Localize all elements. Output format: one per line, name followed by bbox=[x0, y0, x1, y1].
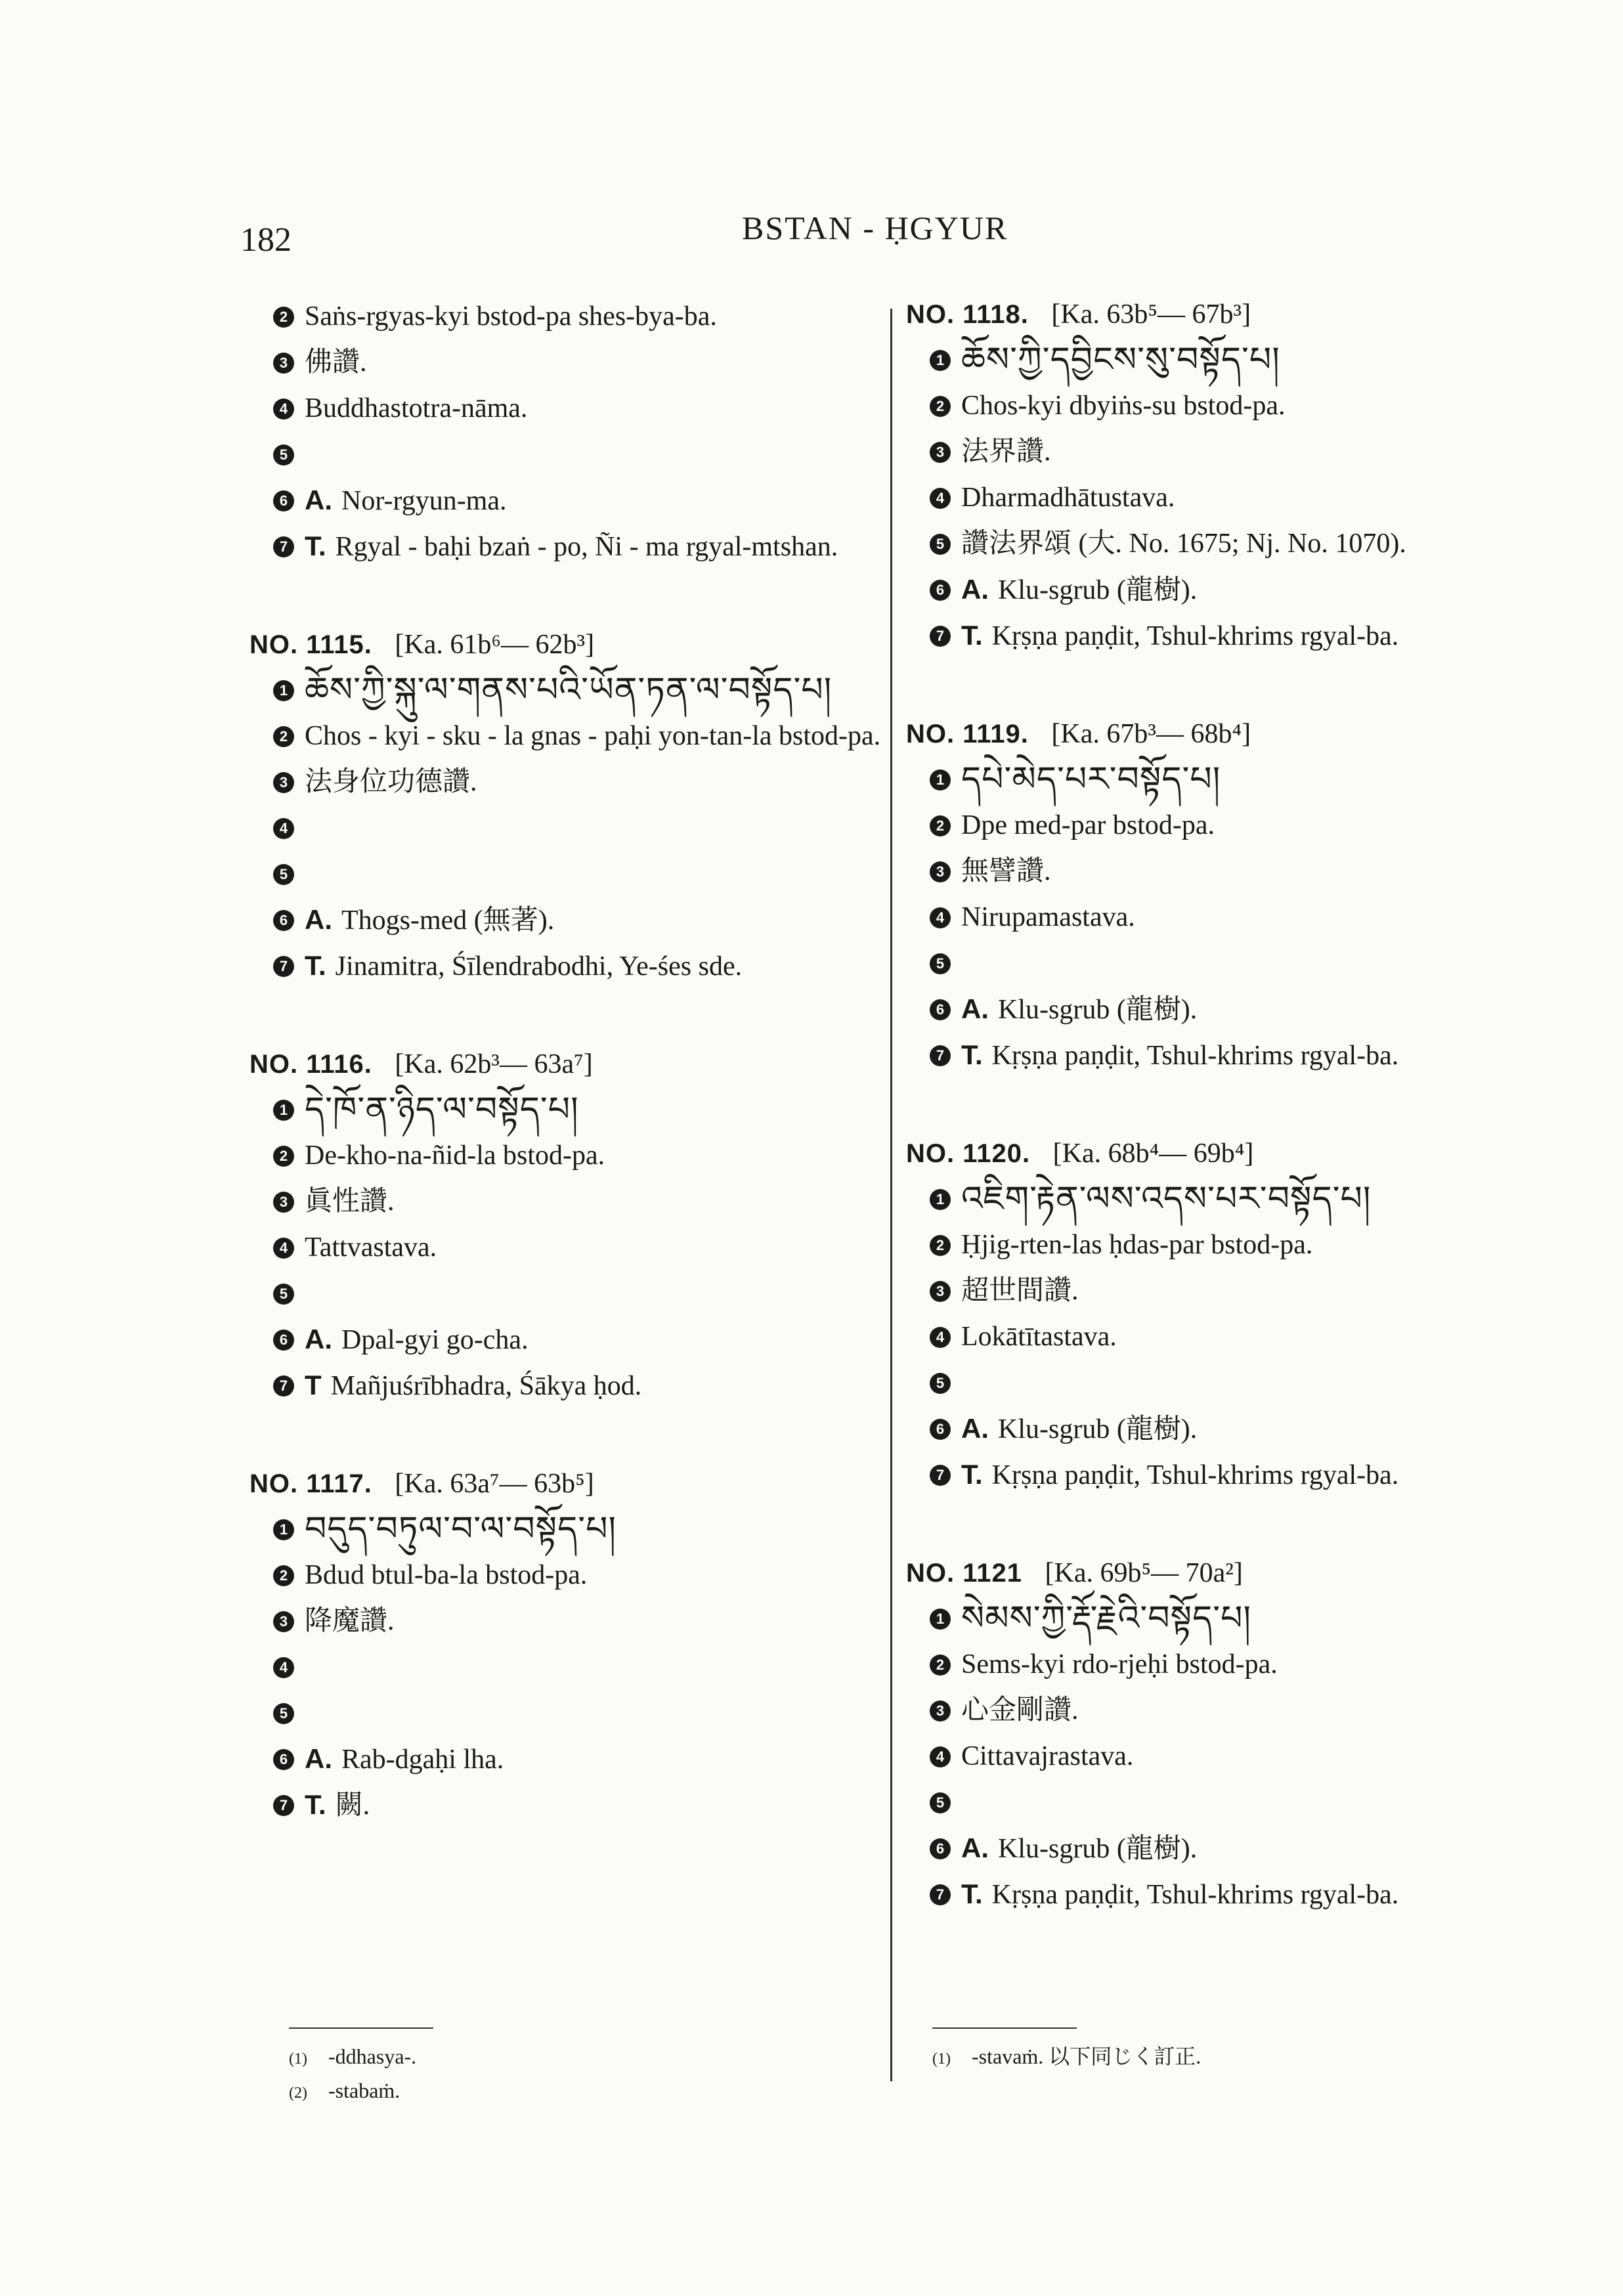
field-number-marker: 4 bbox=[273, 399, 294, 420]
field-1 bbox=[906, 342, 1563, 380]
field-4 bbox=[249, 391, 893, 429]
field-5 bbox=[906, 526, 1563, 564]
field-text: Mañjuśrībhadra, Śākya ḥod. bbox=[330, 1371, 642, 1401]
field-text: Sems-kyi rdo-rjeḥi bstod-pa. bbox=[961, 1649, 1278, 1679]
entry-1116 bbox=[249, 1049, 893, 1406]
tibetan-title: བདུད་བཏུལ་བ་ལ་བསྟོད་པ། bbox=[305, 1509, 617, 1549]
folio-reference: [Ka. 61b⁶— 62b³] bbox=[395, 630, 595, 660]
field-7 bbox=[249, 1787, 893, 1825]
field-number-marker: 3 bbox=[273, 1611, 294, 1632]
field-role-label: A. bbox=[961, 574, 989, 605]
field-number-marker: 6 bbox=[930, 999, 951, 1020]
field-5 bbox=[249, 1276, 893, 1314]
entry-heading bbox=[249, 1468, 893, 1500]
field-text: 法身位功德讚. bbox=[305, 767, 477, 797]
field-role-label: T. bbox=[961, 1039, 983, 1070]
footnote-rule bbox=[289, 2027, 433, 2029]
field-6 bbox=[906, 1830, 1563, 1869]
field-text: Klu-sgrub (龍樹). bbox=[998, 1414, 1198, 1444]
field-number-marker: 5 bbox=[930, 534, 951, 555]
field-text: Nor-rgyun-ma. bbox=[341, 486, 507, 516]
entry-fields bbox=[249, 672, 893, 986]
field-text: Dpe med-par bstod-pa. bbox=[961, 810, 1215, 840]
field-number-marker: 2 bbox=[273, 307, 294, 328]
field-number-marker: 5 bbox=[930, 1373, 951, 1394]
field-1 bbox=[906, 1181, 1563, 1219]
field-number-marker: 4 bbox=[930, 1746, 951, 1767]
entry-number: NO. 1119. bbox=[906, 720, 1029, 748]
field-text: Thogs-med (無著). bbox=[341, 905, 555, 936]
field-number-marker: 5 bbox=[273, 444, 294, 466]
field-6 bbox=[906, 572, 1563, 610]
field-number-marker: 1 bbox=[930, 1609, 951, 1630]
entry-fields bbox=[906, 762, 1563, 1075]
tibetan-title: འཇིག་རྟེན་ལས་འདས་པར་བསྟོད་པ། bbox=[961, 1179, 1372, 1219]
field-6 bbox=[249, 1322, 893, 1360]
field-number-marker: 6 bbox=[273, 910, 294, 931]
column-divider bbox=[890, 309, 892, 2081]
field-text: Lokātītastava. bbox=[961, 1322, 1117, 1352]
field-number-marker: 1 bbox=[930, 769, 951, 791]
page-header bbox=[0, 209, 1623, 261]
entry-number: NO. 1116. bbox=[249, 1050, 372, 1079]
entry-heading bbox=[249, 629, 893, 661]
entry-fields bbox=[249, 1092, 893, 1406]
footnote bbox=[289, 2075, 683, 2109]
entry-fields bbox=[906, 1181, 1563, 1495]
field-text: Klu-sgrub (龍樹). bbox=[998, 1834, 1198, 1864]
field-number-marker: 1 bbox=[273, 1519, 294, 1540]
field-4 bbox=[906, 480, 1563, 518]
field-number-marker: 4 bbox=[930, 1327, 951, 1348]
footnote-text: -stavaṁ. 以下同じく訂正. bbox=[972, 2045, 1201, 2068]
footnote-mark: (2) bbox=[289, 2085, 307, 2102]
footnote-list bbox=[289, 2041, 683, 2109]
field-text: Kṛṣṇa paṇḍit, Tshul-khrims rgyal-ba. bbox=[991, 1880, 1399, 1910]
field-number-marker: 2 bbox=[930, 815, 951, 836]
field-2 bbox=[249, 299, 893, 337]
field-text: Chos-kyi dbyiṅs-su bstod-pa. bbox=[961, 391, 1286, 421]
field-role-label: A. bbox=[961, 1832, 989, 1863]
field-number-marker: 1 bbox=[273, 680, 294, 701]
page-number: 182 bbox=[240, 221, 292, 259]
tibetan-title: ཆོས་ཀྱི་དབྱིངས་སུ་བསྟོད་པ། bbox=[961, 340, 1280, 379]
field-2 bbox=[906, 1227, 1563, 1265]
field-number-marker: 3 bbox=[930, 442, 951, 463]
field-6 bbox=[906, 1411, 1563, 1449]
field-role-label: A. bbox=[961, 993, 989, 1024]
footnotes-left bbox=[289, 2027, 683, 2109]
field-text: Kṛṣṇa paṇḍit, Tshul-khrims rgyal-ba. bbox=[991, 1460, 1399, 1490]
footnote-text: -stabaṁ. bbox=[328, 2079, 400, 2102]
field-text: Rab-dgaḥi lha. bbox=[341, 1744, 504, 1775]
entry-1115 bbox=[249, 629, 893, 986]
field-text: Saṅs-rgyas-kyi bstod-pa shes-bya-ba. bbox=[305, 301, 717, 332]
field-number-marker: 4 bbox=[930, 907, 951, 928]
tibetan-title: སེམས་ཀྱི་རྡོ་རྗེའི་བསྟོད་པ། bbox=[961, 1599, 1251, 1638]
field-text: 法界讚. bbox=[961, 437, 1051, 467]
field-1 bbox=[249, 1092, 893, 1130]
field-number-marker: 2 bbox=[930, 396, 951, 417]
field-text: Tattvastava. bbox=[305, 1232, 437, 1263]
field-7 bbox=[906, 1876, 1563, 1915]
field-number-marker: 4 bbox=[930, 488, 951, 509]
field-text: Klu-sgrub (龍樹). bbox=[998, 995, 1198, 1025]
field-text: Klu-sgrub (龍樹). bbox=[998, 575, 1198, 605]
field-number-marker: 5 bbox=[930, 1792, 951, 1813]
field-number-marker: 3 bbox=[273, 1192, 294, 1213]
field-text: Rgyal - baḥi bzaṅ - po, Ñi - ma rgyal-mtshan. bbox=[335, 532, 838, 562]
entry-heading bbox=[249, 1049, 893, 1080]
field-number-marker: 2 bbox=[273, 1146, 294, 1167]
entry-number: NO. 1121 bbox=[906, 1559, 1023, 1588]
field-number-marker: 5 bbox=[273, 1703, 294, 1724]
field-4 bbox=[249, 1230, 893, 1268]
field-text: Cittavajrastava. bbox=[961, 1741, 1134, 1771]
footnote bbox=[932, 2041, 1523, 2075]
running-title: BSTAN - ḤGYUR bbox=[742, 209, 1008, 246]
field-number-marker: 7 bbox=[273, 956, 294, 977]
field-role-label: T bbox=[305, 1370, 322, 1400]
field-text: Buddhastotra-nāma. bbox=[305, 393, 528, 423]
field-number-marker: 1 bbox=[273, 1100, 294, 1121]
right-column bbox=[906, 299, 1563, 1977]
field-3 bbox=[249, 345, 893, 383]
field-number-marker: 5 bbox=[273, 1284, 294, 1305]
field-number-marker: 5 bbox=[273, 864, 294, 885]
field-number-marker: 7 bbox=[930, 626, 951, 647]
field-4 bbox=[906, 1739, 1563, 1777]
field-text: Nirupamastava. bbox=[961, 902, 1135, 932]
field-number-marker: 2 bbox=[930, 1655, 951, 1676]
tibetan-title: ཆོས་ཀྱི་སྐུ་ལ་གནས་པའི་ཡོན་ཏན་ལ་བསྟོད་པ། bbox=[305, 670, 833, 710]
field-4 bbox=[249, 810, 893, 848]
field-1 bbox=[906, 1601, 1563, 1639]
field-3 bbox=[249, 764, 893, 802]
field-3 bbox=[906, 854, 1563, 892]
field-7 bbox=[249, 1368, 893, 1406]
footnote bbox=[289, 2041, 683, 2075]
field-text: 超世間讚. bbox=[961, 1276, 1079, 1306]
folio-reference: [Ka. 68b⁴— 69b⁴] bbox=[1052, 1138, 1254, 1169]
field-number-marker: 3 bbox=[930, 861, 951, 882]
field-2 bbox=[249, 1138, 893, 1176]
field-text: 降魔讚. bbox=[305, 1606, 395, 1636]
field-3 bbox=[249, 1184, 893, 1222]
folio-reference: [Ka. 62b³— 63a⁷] bbox=[395, 1049, 593, 1079]
field-2 bbox=[906, 808, 1563, 846]
field-text: Bdud btul-ba-la bstod-pa. bbox=[305, 1560, 588, 1590]
field-text: Kṛṣṇa paṇḍit, Tshul-khrims rgyal-ba. bbox=[991, 621, 1399, 651]
field-number-marker: 6 bbox=[273, 1749, 294, 1770]
field-number-marker: 7 bbox=[930, 1465, 951, 1486]
field-number-marker: 7 bbox=[273, 1795, 294, 1816]
entry-number: NO. 1120. bbox=[906, 1139, 1031, 1168]
field-role-label: T. bbox=[305, 950, 326, 981]
field-role-label: A. bbox=[305, 485, 332, 515]
field-3 bbox=[906, 1693, 1563, 1731]
entry-1120 bbox=[906, 1138, 1563, 1495]
field-text: 讚法界頌 (大. No. 1675; Nj. No. 1070). bbox=[961, 529, 1406, 559]
footnote-rule bbox=[932, 2027, 1077, 2029]
footnotes-right bbox=[932, 2027, 1523, 2075]
field-number-marker: 6 bbox=[273, 490, 294, 511]
field-number-marker: 2 bbox=[273, 726, 294, 747]
field-number-marker: 7 bbox=[273, 1375, 294, 1397]
entry-1118 bbox=[906, 299, 1563, 656]
field-number-marker: 4 bbox=[273, 1238, 294, 1259]
field-1 bbox=[906, 762, 1563, 800]
field-text: 心金剛讚. bbox=[961, 1695, 1079, 1725]
field-text: Kṛṣṇa paṇḍit, Tshul-khrims rgyal-ba. bbox=[991, 1041, 1399, 1071]
field-number-marker: 7 bbox=[273, 536, 294, 557]
field-role-label: T. bbox=[961, 1878, 983, 1909]
entry-heading bbox=[906, 299, 1563, 330]
entry-heading bbox=[906, 718, 1563, 750]
entry-fields bbox=[249, 1511, 893, 1825]
footnote-mark: (1) bbox=[932, 2050, 951, 2068]
field-5 bbox=[906, 1365, 1563, 1403]
field-5 bbox=[906, 945, 1563, 984]
field-number-marker: 4 bbox=[273, 818, 294, 839]
field-text: Jinamitra, Śīlendrabodhi, Ye-śes sde. bbox=[335, 951, 743, 982]
field-text: Dharmadhātustava. bbox=[961, 483, 1175, 513]
field-number-marker: 3 bbox=[930, 1700, 951, 1722]
footnote-text: -ddhasya-. bbox=[328, 2045, 417, 2068]
field-3 bbox=[249, 1603, 893, 1641]
field-5 bbox=[249, 437, 893, 475]
field-text: 眞性讚. bbox=[305, 1186, 395, 1217]
field-number-marker: 6 bbox=[273, 1330, 294, 1351]
field-5 bbox=[906, 1785, 1563, 1823]
field-2 bbox=[249, 718, 893, 756]
left-column bbox=[249, 299, 893, 1888]
entry-1119 bbox=[906, 718, 1563, 1075]
field-number-marker: 7 bbox=[930, 1884, 951, 1905]
footnote-list bbox=[932, 2041, 1523, 2075]
entry-1121 bbox=[906, 1557, 1563, 1915]
field-text: 無譬讚. bbox=[961, 856, 1051, 886]
field-number-marker: 3 bbox=[930, 1281, 951, 1302]
field-role-label: A. bbox=[305, 1324, 332, 1354]
entry-number: NO. 1118. bbox=[906, 300, 1029, 329]
tibetan-title: དེ་ཁོ་ན་ཉིད་ལ་བསྟོད་པ། bbox=[305, 1090, 579, 1129]
field-role-label: T. bbox=[305, 531, 326, 561]
field-role-label: T. bbox=[961, 1459, 983, 1490]
field-number-marker: 5 bbox=[930, 953, 951, 974]
field-number-marker: 6 bbox=[930, 1419, 951, 1440]
field-role-label: A. bbox=[305, 904, 332, 935]
field-5 bbox=[249, 856, 893, 894]
field-text: Dpal-gyi go-cha. bbox=[341, 1325, 529, 1355]
folio-reference: [Ka. 69b⁵— 70a²] bbox=[1045, 1558, 1243, 1588]
entry-number: NO. 1115. bbox=[249, 630, 372, 659]
field-2 bbox=[906, 1647, 1563, 1685]
field-4 bbox=[249, 1649, 893, 1687]
field-7 bbox=[906, 1037, 1563, 1075]
field-number-marker: 2 bbox=[273, 1565, 294, 1586]
field-1 bbox=[249, 672, 893, 710]
field-role-label: T. bbox=[305, 1789, 326, 1820]
field-7 bbox=[249, 948, 893, 986]
field-5 bbox=[249, 1695, 893, 1733]
field-number-marker: 3 bbox=[273, 353, 294, 374]
entry-fields bbox=[249, 299, 893, 567]
field-text: 闕. bbox=[335, 1790, 370, 1821]
field-6 bbox=[249, 1741, 893, 1779]
entry-continuation bbox=[249, 299, 893, 567]
field-4 bbox=[906, 899, 1563, 938]
entry-fields bbox=[906, 342, 1563, 656]
entry-fields bbox=[906, 1601, 1563, 1915]
field-7 bbox=[906, 618, 1563, 656]
field-text: Chos - kyi - sku - la gnas - paḥi yon-tan-la bstod-pa. bbox=[305, 721, 881, 751]
field-number-marker: 2 bbox=[930, 1235, 951, 1256]
footnote-mark: (1) bbox=[289, 2050, 307, 2068]
folio-reference: [Ka. 67b³— 68b⁴] bbox=[1051, 719, 1251, 749]
field-number-marker: 3 bbox=[273, 772, 294, 793]
field-number-marker: 6 bbox=[930, 580, 951, 601]
field-3 bbox=[906, 1273, 1563, 1311]
field-text: De-kho-na-ñid-la bstod-pa. bbox=[305, 1140, 605, 1171]
field-6 bbox=[249, 902, 893, 940]
field-2 bbox=[906, 388, 1563, 426]
field-7 bbox=[249, 529, 893, 567]
field-6 bbox=[906, 991, 1563, 1029]
folio-reference: [Ka. 63a⁷— 63b⁵] bbox=[395, 1469, 594, 1499]
entry-number: NO. 1117. bbox=[249, 1469, 372, 1498]
folio-reference: [Ka. 63b⁵— 67b³] bbox=[1051, 299, 1251, 330]
field-7 bbox=[906, 1457, 1563, 1495]
entry-heading bbox=[906, 1138, 1563, 1169]
field-role-label: A. bbox=[305, 1743, 332, 1774]
field-number-marker: 1 bbox=[930, 350, 951, 371]
entry-heading bbox=[906, 1557, 1563, 1589]
field-4 bbox=[906, 1319, 1563, 1357]
field-1 bbox=[249, 1511, 893, 1549]
field-number-marker: 4 bbox=[273, 1657, 294, 1678]
field-number-marker: 6 bbox=[930, 1838, 951, 1859]
field-6 bbox=[249, 483, 893, 521]
tibetan-title: དཔེ་མེད་པར་བསྟོད་པ། bbox=[961, 760, 1221, 799]
field-3 bbox=[906, 434, 1563, 472]
field-text: 佛讚. bbox=[305, 347, 367, 378]
field-role-label: A. bbox=[961, 1413, 989, 1444]
field-text: Ḥjig-rten-las ḥdas-par bstod-pa. bbox=[961, 1230, 1313, 1260]
field-number-marker: 7 bbox=[930, 1045, 951, 1066]
field-2 bbox=[249, 1557, 893, 1595]
field-role-label: T. bbox=[961, 620, 983, 651]
field-number-marker: 1 bbox=[930, 1189, 951, 1210]
entry-1117 bbox=[249, 1468, 893, 1825]
